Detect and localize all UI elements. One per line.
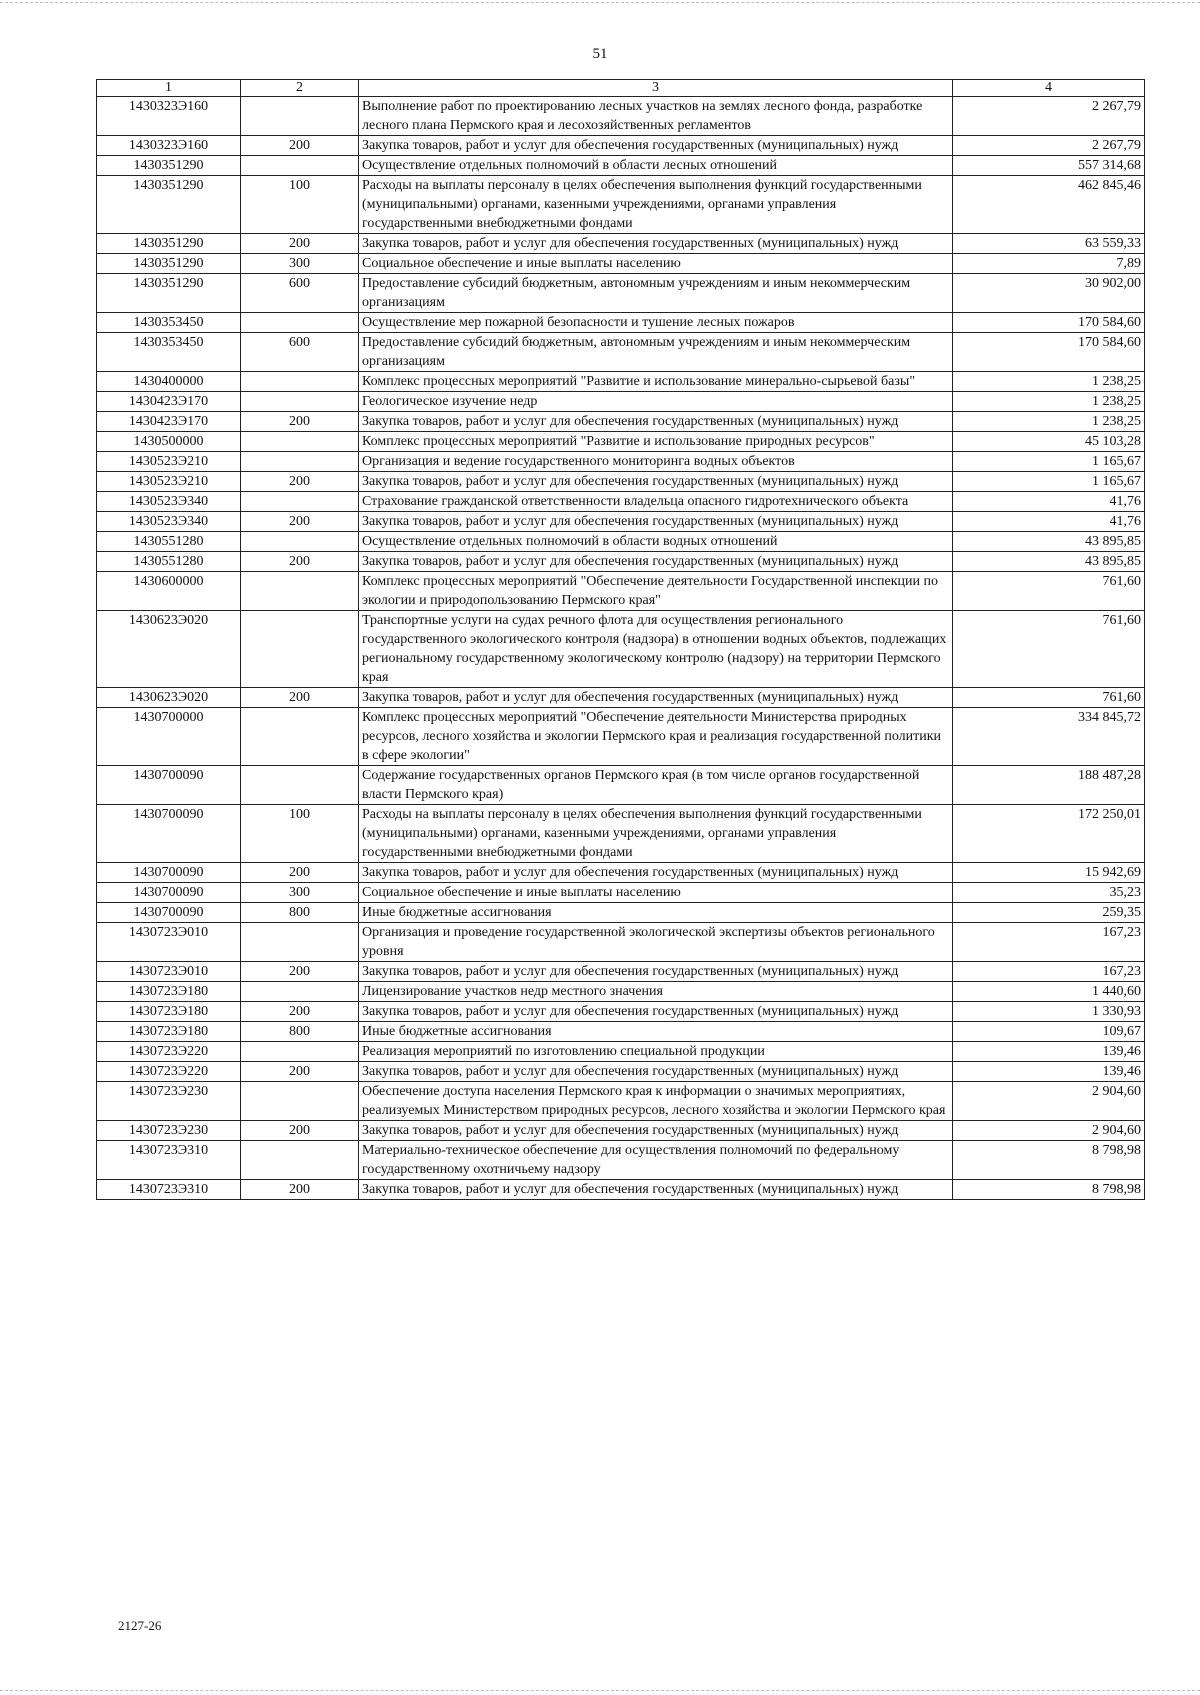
row-amount-cell: 1 238,25 xyxy=(953,392,1145,412)
row-expense-type-cell xyxy=(241,392,359,412)
row-expense-type-cell: 200 xyxy=(241,1002,359,1022)
row-amount-cell: 1 238,25 xyxy=(953,412,1145,432)
row-description-cell: Комплекс процессных мероприятий "Развитие и использование природных ресурсов" xyxy=(359,432,953,452)
row-description-cell: Лицензирование участков недр местного значения xyxy=(359,982,953,1002)
row-expense-type-cell: 200 xyxy=(241,1062,359,1082)
row-amount-cell: 63 559,33 xyxy=(953,234,1145,254)
table-body xyxy=(97,97,1145,1200)
table-row xyxy=(97,372,1145,392)
row-amount-cell: 188 487,28 xyxy=(953,766,1145,805)
row-code-cell: 1430723Э010 xyxy=(97,923,241,962)
row-expense-type-cell xyxy=(241,313,359,333)
row-code-cell: 1430723Э220 xyxy=(97,1062,241,1082)
row-code-cell: 1430523Э210 xyxy=(97,472,241,492)
row-description-cell: Комплекс процессных мероприятий "Обеспечение деятельности Министерства природных ресурсов, лесного хозяйства и экологии Пермского края и реализация государственной политики в сфере экологии" xyxy=(359,708,953,766)
table-row xyxy=(97,156,1145,176)
row-description-cell: Закупка товаров, работ и услуг для обеспечения государственных (муниципальных) нужд xyxy=(359,234,953,254)
table-row xyxy=(97,962,1145,982)
row-expense-type-cell: 800 xyxy=(241,1022,359,1042)
table-row xyxy=(97,552,1145,572)
row-code-cell: 1430723Э180 xyxy=(97,982,241,1002)
row-expense-type-cell xyxy=(241,156,359,176)
row-description-cell: Закупка товаров, работ и услуг для обеспечения государственных (муниципальных) нужд xyxy=(359,1062,953,1082)
row-code-cell: 1430323Э160 xyxy=(97,97,241,136)
row-code-cell: 1430351290 xyxy=(97,156,241,176)
row-code-cell: 1430700090 xyxy=(97,883,241,903)
row-expense-type-cell: 200 xyxy=(241,1121,359,1141)
row-amount-cell: 1 165,67 xyxy=(953,452,1145,472)
table-row xyxy=(97,176,1145,234)
row-description-cell: Расходы на выплаты персоналу в целях обеспечения выполнения функций государственными (муниципальными) органами, казенными учреждениями, органами управления государственными внебюджетными фондами xyxy=(359,805,953,863)
row-expense-type-cell: 800 xyxy=(241,903,359,923)
table-row xyxy=(97,708,1145,766)
row-amount-cell: 167,23 xyxy=(953,923,1145,962)
row-description-cell: Социальное обеспечение и иные выплаты населению xyxy=(359,254,953,274)
scan-edge-top xyxy=(0,2,1200,3)
row-code-cell: 1430623Э020 xyxy=(97,688,241,708)
row-description-cell: Страхование гражданской ответственности владельца опасного гидротехнического объекта xyxy=(359,492,953,512)
row-code-cell: 1430723Э310 xyxy=(97,1180,241,1200)
page-number: 51 xyxy=(592,46,608,62)
table-row xyxy=(97,412,1145,432)
table-row xyxy=(97,392,1145,412)
row-amount-cell: 15 942,69 xyxy=(953,863,1145,883)
row-code-cell: 1430351290 xyxy=(97,254,241,274)
row-description-cell: Выполнение работ по проектированию лесных участков на землях лесного фонда, разработке лесного плана Пермского края и лесохозяйственных регламентов xyxy=(359,97,953,136)
table-row xyxy=(97,97,1145,136)
row-amount-cell: 462 845,46 xyxy=(953,176,1145,234)
table-row xyxy=(97,1062,1145,1082)
row-description-cell: Закупка товаров, работ и услуг для обеспечения государственных (муниципальных) нужд xyxy=(359,472,953,492)
row-code-cell: 1430500000 xyxy=(97,432,241,452)
row-amount-cell: 170 584,60 xyxy=(953,333,1145,372)
row-description-cell: Закупка товаров, работ и услуг для обеспечения государственных (муниципальных) нужд xyxy=(359,1121,953,1141)
row-amount-cell: 167,23 xyxy=(953,962,1145,982)
row-code-cell: 1430700090 xyxy=(97,766,241,805)
row-description-cell: Закупка товаров, работ и услуг для обеспечения государственных (муниципальных) нужд xyxy=(359,512,953,532)
table-row xyxy=(97,313,1145,333)
column-header-code: 1 xyxy=(97,80,241,97)
table-row xyxy=(97,766,1145,805)
table-row xyxy=(97,532,1145,552)
row-description-cell: Закупка товаров, работ и услуг для обеспечения государственных (муниципальных) нужд xyxy=(359,412,953,432)
table-row xyxy=(97,1180,1145,1200)
row-description-cell: Материально-техническое обеспечение для осуществления полномочий по федеральному государственному охотничьему надзору xyxy=(359,1141,953,1180)
row-description-cell: Геологическое изучение недр xyxy=(359,392,953,412)
row-description-cell: Закупка товаров, работ и услуг для обеспечения государственных (муниципальных) нужд xyxy=(359,1002,953,1022)
row-code-cell: 1430723Э220 xyxy=(97,1042,241,1062)
row-expense-type-cell xyxy=(241,1042,359,1062)
row-code-cell: 1430551280 xyxy=(97,532,241,552)
row-expense-type-cell: 200 xyxy=(241,962,359,982)
row-expense-type-cell: 200 xyxy=(241,412,359,432)
row-description-cell: Осуществление отдельных полномочий в области лесных отношений xyxy=(359,156,953,176)
row-expense-type-cell: 200 xyxy=(241,234,359,254)
table-row xyxy=(97,432,1145,452)
row-code-cell: 1430723Э180 xyxy=(97,1002,241,1022)
row-amount-cell: 557 314,68 xyxy=(953,156,1145,176)
row-expense-type-cell: 100 xyxy=(241,176,359,234)
row-amount-cell: 109,67 xyxy=(953,1022,1145,1042)
row-expense-type-cell xyxy=(241,923,359,962)
row-amount-cell: 41,76 xyxy=(953,492,1145,512)
row-amount-cell: 139,46 xyxy=(953,1042,1145,1062)
row-description-cell: Предоставление субсидий бюджетным, автономным учреждениям и иным некоммерческим организациям xyxy=(359,333,953,372)
row-description-cell: Осуществление отдельных полномочий в области водных отношений xyxy=(359,532,953,552)
row-code-cell: 1430400000 xyxy=(97,372,241,392)
column-header-expense-type: 2 xyxy=(241,80,359,97)
row-amount-cell: 8 798,98 xyxy=(953,1141,1145,1180)
table-row xyxy=(97,863,1145,883)
row-code-cell: 1430600000 xyxy=(97,572,241,611)
row-expense-type-cell xyxy=(241,492,359,512)
row-expense-type-cell: 600 xyxy=(241,333,359,372)
row-amount-cell: 2 267,79 xyxy=(953,97,1145,136)
row-code-cell: 1430551280 xyxy=(97,552,241,572)
row-amount-cell: 1 165,67 xyxy=(953,472,1145,492)
row-code-cell: 1430423Э170 xyxy=(97,392,241,412)
table-row xyxy=(97,611,1145,688)
row-description-cell: Закупка товаров, работ и услуг для обеспечения государственных (муниципальных) нужд xyxy=(359,136,953,156)
row-amount-cell: 1 238,25 xyxy=(953,372,1145,392)
table-row xyxy=(97,1022,1145,1042)
row-expense-type-cell: 200 xyxy=(241,552,359,572)
table-row xyxy=(97,1121,1145,1141)
row-description-cell: Предоставление субсидий бюджетным, автономным учреждениям и иным некоммерческим организациям xyxy=(359,274,953,313)
table-row xyxy=(97,1042,1145,1062)
row-description-cell: Социальное обеспечение и иные выплаты населению xyxy=(359,883,953,903)
document-footer-code: 2127-26 xyxy=(118,1618,162,1633)
table-row xyxy=(97,234,1145,254)
row-code-cell: 1430700000 xyxy=(97,708,241,766)
row-code-cell: 1430700090 xyxy=(97,863,241,883)
row-description-cell: Иные бюджетные ассигнования xyxy=(359,1022,953,1042)
row-amount-cell: 761,60 xyxy=(953,611,1145,688)
row-expense-type-cell xyxy=(241,97,359,136)
row-description-cell: Расходы на выплаты персоналу в целях обеспечения выполнения функций государственными (муниципальными) органами, казенными учреждениями, органами управления государственными внебюджетными фондами xyxy=(359,176,953,234)
row-description-cell: Комплекс процессных мероприятий "Обеспечение деятельности Государственной инспекции по экологии и природопользованию Пермского края" xyxy=(359,572,953,611)
row-expense-type-cell xyxy=(241,1082,359,1121)
row-amount-cell: 170 584,60 xyxy=(953,313,1145,333)
table-row xyxy=(97,472,1145,492)
row-description-cell: Организация и ведение государственного мониторинга водных объектов xyxy=(359,452,953,472)
row-amount-cell: 35,23 xyxy=(953,883,1145,903)
row-code-cell: 1430351290 xyxy=(97,176,241,234)
row-amount-cell: 2 904,60 xyxy=(953,1082,1145,1121)
row-amount-cell: 7,89 xyxy=(953,254,1145,274)
row-amount-cell: 30 902,00 xyxy=(953,274,1145,313)
row-description-cell: Комплекс процессных мероприятий "Развитие и использование минерально-сырьевой базы" xyxy=(359,372,953,392)
table-row xyxy=(97,883,1145,903)
row-amount-cell: 761,60 xyxy=(953,688,1145,708)
budget-table xyxy=(96,79,1145,1200)
scan-edge-bottom xyxy=(0,1690,1200,1691)
row-amount-cell: 2 904,60 xyxy=(953,1121,1145,1141)
table-row xyxy=(97,1082,1145,1121)
row-amount-cell: 139,46 xyxy=(953,1062,1145,1082)
row-code-cell: 1430523Э210 xyxy=(97,452,241,472)
row-expense-type-cell: 600 xyxy=(241,274,359,313)
table-row xyxy=(97,274,1145,313)
table-row xyxy=(97,1141,1145,1180)
row-description-cell: Закупка товаров, работ и услуг для обеспечения государственных (муниципальных) нужд xyxy=(359,552,953,572)
row-expense-type-cell xyxy=(241,1141,359,1180)
row-description-cell: Закупка товаров, работ и услуг для обеспечения государственных (муниципальных) нужд xyxy=(359,863,953,883)
row-description-cell: Организация и проведение государственной экологической экспертизы объектов регионального уровня xyxy=(359,923,953,962)
table-row xyxy=(97,512,1145,532)
row-code-cell: 1430353450 xyxy=(97,313,241,333)
row-description-cell: Реализация мероприятий по изготовлению специальной продукции xyxy=(359,1042,953,1062)
row-amount-cell: 259,35 xyxy=(953,903,1145,923)
table-header-row xyxy=(97,80,1145,97)
row-expense-type-cell: 200 xyxy=(241,472,359,492)
row-amount-cell: 45 103,28 xyxy=(953,432,1145,452)
row-expense-type-cell: 300 xyxy=(241,254,359,274)
row-amount-cell: 1 330,93 xyxy=(953,1002,1145,1022)
table-row xyxy=(97,254,1145,274)
row-amount-cell: 41,76 xyxy=(953,512,1145,532)
row-description-cell: Содержание государственных органов Пермского края (в том числе органов государственной власти Пермского края) xyxy=(359,766,953,805)
row-description-cell: Закупка товаров, работ и услуг для обеспечения государственных (муниципальных) нужд xyxy=(359,688,953,708)
row-expense-type-cell xyxy=(241,432,359,452)
row-amount-cell: 172 250,01 xyxy=(953,805,1145,863)
row-code-cell: 1430323Э160 xyxy=(97,136,241,156)
row-description-cell: Осуществление мер пожарной безопасности и тушение лесных пожаров xyxy=(359,313,953,333)
row-code-cell: 1430723Э230 xyxy=(97,1121,241,1141)
row-expense-type-cell: 100 xyxy=(241,805,359,863)
row-expense-type-cell xyxy=(241,532,359,552)
row-code-cell: 1430353450 xyxy=(97,333,241,372)
table-row xyxy=(97,136,1145,156)
table-row xyxy=(97,492,1145,512)
row-code-cell: 1430700090 xyxy=(97,903,241,923)
row-code-cell: 1430700090 xyxy=(97,805,241,863)
table-row xyxy=(97,903,1145,923)
budget-table-container xyxy=(96,79,1144,1200)
row-code-cell: 1430723Э180 xyxy=(97,1022,241,1042)
row-description-cell: Транспортные услуги на судах речного флота для осуществления регионального государственного экологического контроля (надзора) в отношении водных объектов, подлежащих региональному государственному экологическому контролю (надзору) на территории Пермского края xyxy=(359,611,953,688)
row-code-cell: 1430723Э230 xyxy=(97,1082,241,1121)
row-expense-type-cell: 200 xyxy=(241,512,359,532)
table-row xyxy=(97,333,1145,372)
table-row xyxy=(97,982,1145,1002)
row-description-cell: Закупка товаров, работ и услуг для обеспечения государственных (муниципальных) нужд xyxy=(359,962,953,982)
row-description-cell: Обеспечение доступа населения Пермского края к информации о значимых мероприятиях, реализуемых Министерством природных ресурсов, лесного хозяйства и экологии Пермского края xyxy=(359,1082,953,1121)
row-code-cell: 1430423Э170 xyxy=(97,412,241,432)
row-expense-type-cell: 200 xyxy=(241,1180,359,1200)
table-row xyxy=(97,688,1145,708)
row-expense-type-cell: 200 xyxy=(241,688,359,708)
row-amount-cell: 334 845,72 xyxy=(953,708,1145,766)
row-amount-cell: 1 440,60 xyxy=(953,982,1145,1002)
row-amount-cell: 43 895,85 xyxy=(953,532,1145,552)
row-description-cell: Иные бюджетные ассигнования xyxy=(359,903,953,923)
row-code-cell: 1430623Э020 xyxy=(97,611,241,688)
row-expense-type-cell: 200 xyxy=(241,136,359,156)
table-row xyxy=(97,805,1145,863)
row-code-cell: 1430523Э340 xyxy=(97,512,241,532)
table-row xyxy=(97,452,1145,472)
row-expense-type-cell xyxy=(241,708,359,766)
column-header-description: 3 xyxy=(359,80,953,97)
table-row xyxy=(97,1002,1145,1022)
row-code-cell: 1430523Э340 xyxy=(97,492,241,512)
row-code-cell: 1430723Э010 xyxy=(97,962,241,982)
row-expense-type-cell xyxy=(241,982,359,1002)
row-expense-type-cell: 200 xyxy=(241,863,359,883)
row-amount-cell: 761,60 xyxy=(953,572,1145,611)
row-code-cell: 1430351290 xyxy=(97,234,241,254)
row-amount-cell: 43 895,85 xyxy=(953,552,1145,572)
row-amount-cell: 8 798,98 xyxy=(953,1180,1145,1200)
row-description-cell: Закупка товаров, работ и услуг для обеспечения государственных (муниципальных) нужд xyxy=(359,1180,953,1200)
table-row xyxy=(97,923,1145,962)
row-expense-type-cell xyxy=(241,452,359,472)
row-expense-type-cell xyxy=(241,611,359,688)
row-code-cell: 1430351290 xyxy=(97,274,241,313)
row-expense-type-cell xyxy=(241,572,359,611)
column-header-amount: 4 xyxy=(953,80,1145,97)
row-code-cell: 1430723Э310 xyxy=(97,1141,241,1180)
row-expense-type-cell xyxy=(241,766,359,805)
row-amount-cell: 2 267,79 xyxy=(953,136,1145,156)
row-expense-type-cell: 300 xyxy=(241,883,359,903)
row-expense-type-cell xyxy=(241,372,359,392)
table-row xyxy=(97,572,1145,611)
